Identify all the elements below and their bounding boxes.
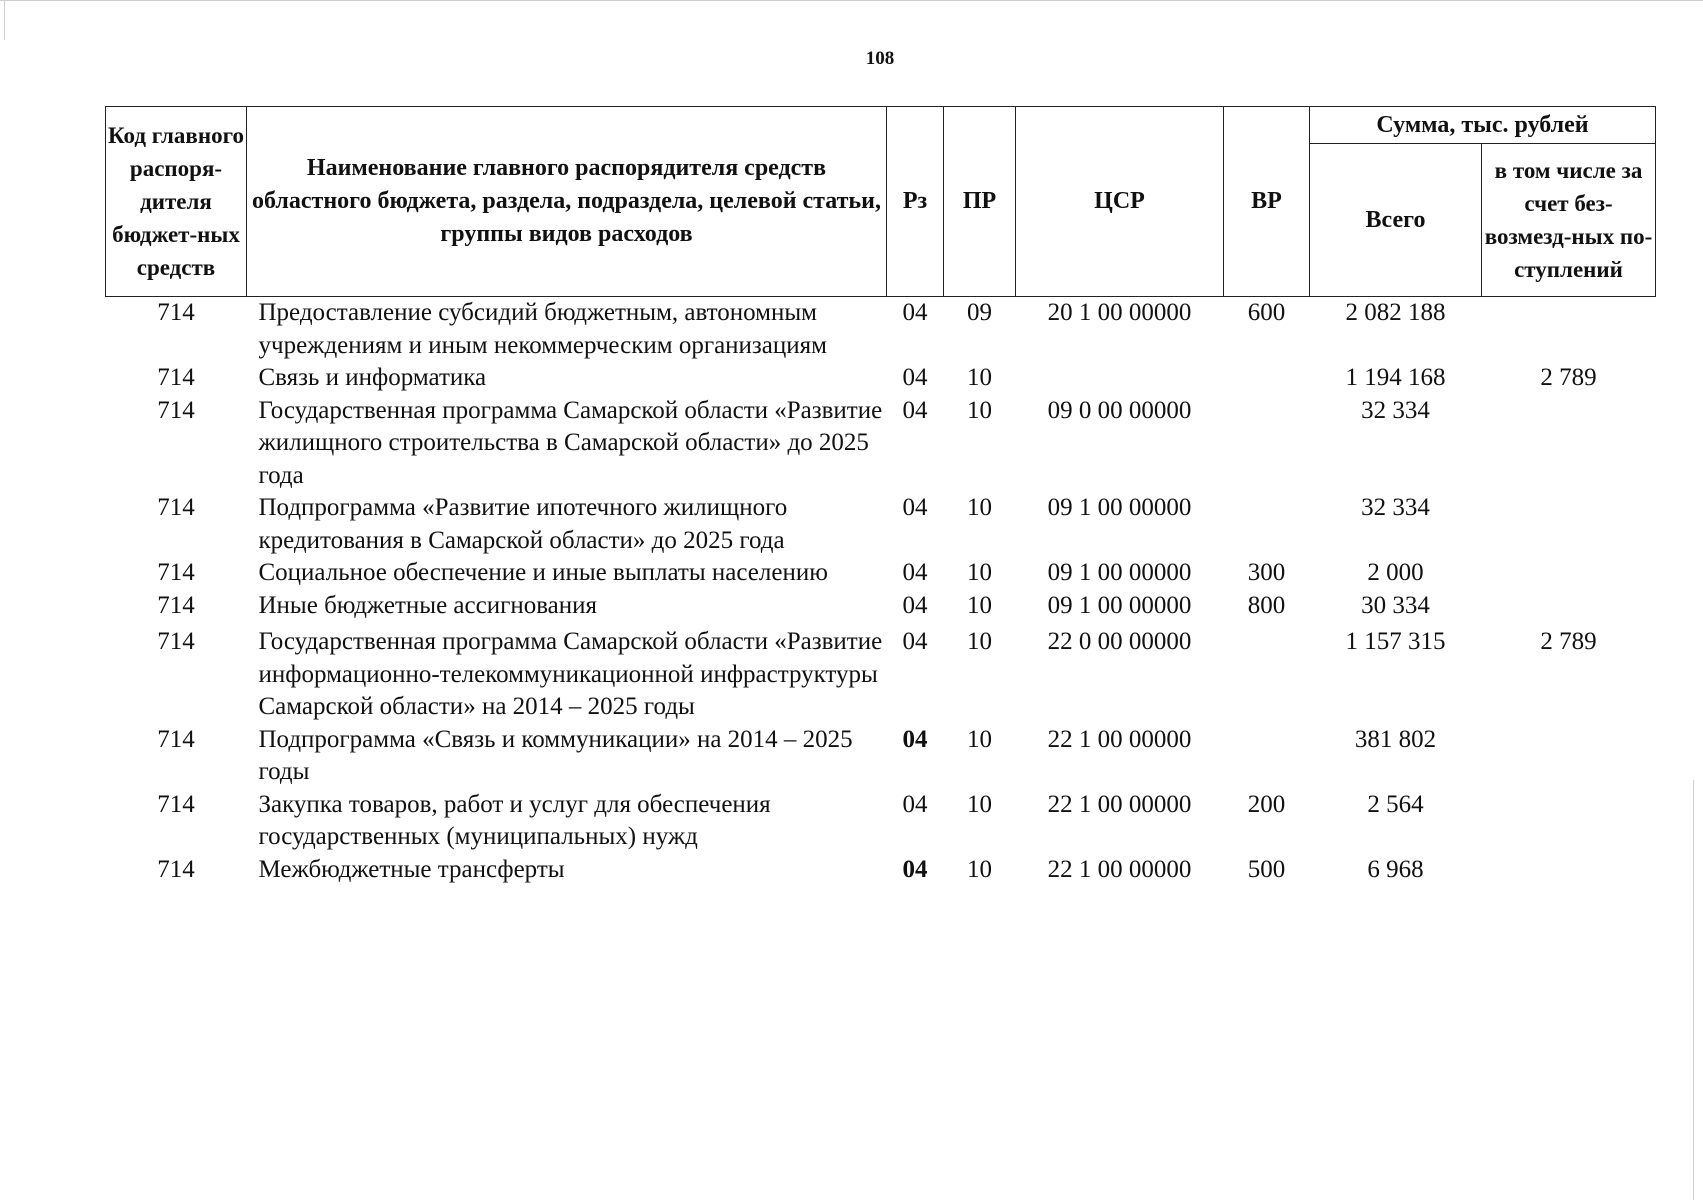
cell-name: Подпрограмма «Развитие ипотечного жилищного кредитования в Самарской области» до 2025 года	[258, 494, 788, 554]
cell-pr: 09	[967, 299, 992, 326]
cell-free	[1482, 590, 1656, 623]
cell-free	[1482, 854, 1656, 887]
header-csr: ЦСР	[1016, 107, 1224, 297]
scan-top-edge	[0, 0, 1703, 1]
cell-name: Подпрограмма «Связь и коммуникации» на 2014 – 2025 годы	[258, 725, 853, 785]
cell-csr: 22 1 00 00000	[1047, 790, 1192, 818]
cell-rz: 04	[902, 559, 928, 586]
table-row	[106, 492, 1656, 557]
table-row	[106, 622, 1656, 724]
cell-vr: 800	[1247, 591, 1286, 619]
cell-rz: 04	[902, 364, 928, 391]
cell-vr: 500	[1247, 855, 1286, 883]
cell-vr	[1224, 395, 1310, 493]
cell-free: 2 789	[1540, 364, 1597, 391]
cell-rz: 04	[902, 628, 928, 655]
cell-name: Государственная программа Самарской области «Развитие жилищного строительства в Самарской области» до 2025 года	[258, 396, 883, 489]
cell-name: Социальное обеспечение и иные выплаты населению	[258, 559, 828, 586]
cell-code: 714	[157, 725, 195, 753]
cell-name: Закупка товаров, работ и услуг для обеспечения государственных (муниципальных) нужд	[258, 790, 771, 850]
table-body	[106, 297, 1656, 887]
cell-code: 714	[157, 628, 195, 655]
cell-csr: 22 0 00 00000	[1047, 628, 1192, 655]
cell-pr: 10	[967, 364, 992, 391]
cell-pr: 10	[967, 855, 992, 883]
cell-vr	[1224, 492, 1310, 557]
cell-total: 32 334	[1361, 396, 1430, 424]
cell-pr: 10	[967, 494, 992, 521]
cell-vr	[1224, 622, 1310, 724]
cell-pr: 10	[967, 790, 992, 818]
cell-pr: 10	[967, 725, 992, 753]
cell-code: 714	[157, 591, 195, 619]
cell-name: Иные бюджетные ассигнования	[258, 591, 598, 619]
cell-csr: 09 0 00 00000	[1047, 396, 1192, 424]
table-row	[106, 362, 1656, 395]
cell-total: 1 194 168	[1345, 364, 1446, 391]
header-vr: ВР	[1224, 107, 1310, 297]
cell-csr: 09 1 00 00000	[1047, 559, 1192, 586]
cell-free	[1482, 557, 1656, 590]
cell-code: 714	[157, 559, 195, 586]
header-free: в том числе за счет без-возмезд-ных по-ступлений	[1482, 144, 1656, 297]
cell-free	[1482, 297, 1656, 363]
cell-code: 714	[157, 364, 195, 391]
scan-right-edge	[1693, 780, 1694, 1200]
cell-code: 714	[157, 396, 195, 424]
cell-vr: 600	[1247, 299, 1286, 326]
cell-vr: 300	[1247, 559, 1286, 586]
cell-rz: 04	[902, 855, 928, 883]
cell-total: 2 000	[1367, 559, 1424, 586]
header-total: Всего	[1310, 144, 1482, 297]
header-code: Код главного распоря-дителя бюджет-ных средств	[106, 107, 247, 297]
table-row	[106, 395, 1656, 493]
cell-pr: 10	[967, 628, 992, 655]
header-name: Наименование главного распорядителя средств областного бюджета, раздела, подраздела, целевой статьи, группы видов расходов	[247, 107, 887, 297]
cell-total: 2 564	[1367, 790, 1424, 818]
cell-free	[1482, 492, 1656, 557]
cell-code: 714	[157, 855, 195, 883]
cell-name: Межбюджетные трансферты	[258, 855, 565, 883]
table-row	[106, 724, 1656, 789]
table-row	[106, 854, 1656, 887]
table-row	[106, 590, 1656, 623]
table-row	[106, 557, 1656, 590]
cell-rz: 04	[902, 299, 928, 326]
budget-table	[105, 106, 1656, 886]
cell-vr	[1224, 362, 1310, 395]
header-rz: Рз	[887, 107, 944, 297]
cell-name: Связь и информатика	[258, 364, 487, 391]
cell-total: 30 334	[1361, 591, 1430, 619]
cell-vr	[1224, 724, 1310, 789]
table-row	[106, 297, 1656, 363]
scan-left-edge	[4, 0, 5, 40]
cell-vr: 200	[1247, 790, 1286, 818]
cell-rz: 04	[902, 725, 928, 753]
cell-free	[1482, 395, 1656, 493]
cell-total: 32 334	[1361, 494, 1430, 521]
cell-code: 714	[157, 790, 195, 818]
cell-total: 6 968	[1367, 855, 1424, 883]
header-sum: Сумма, тыс. рублей	[1310, 107, 1656, 144]
cell-rz: 04	[902, 591, 928, 619]
cell-csr: 09 1 00 00000	[1047, 494, 1192, 521]
cell-rz: 04	[902, 790, 928, 818]
cell-name: Предоставление субсидий бюджетным, автономным учреждениям и иным некоммерческим организациям	[258, 299, 827, 359]
cell-rz: 04	[902, 494, 928, 521]
cell-code: 714	[157, 494, 195, 521]
cell-rz: 04	[902, 396, 928, 424]
cell-pr: 10	[967, 591, 992, 619]
cell-code: 714	[157, 299, 195, 326]
header-pr: ПР	[944, 107, 1016, 297]
cell-free	[1482, 789, 1656, 854]
table-row	[106, 789, 1656, 854]
cell-csr	[1016, 362, 1224, 395]
table-header	[106, 107, 1656, 297]
page-number: 108	[865, 48, 895, 69]
cell-csr: 09 1 00 00000	[1047, 591, 1192, 619]
cell-csr: 22 1 00 00000	[1047, 855, 1192, 883]
cell-total: 2 082 188	[1345, 299, 1446, 326]
cell-pr: 10	[967, 559, 992, 586]
cell-pr: 10	[967, 396, 992, 424]
cell-free	[1482, 724, 1656, 789]
cell-csr: 20 1 00 00000	[1047, 299, 1192, 326]
cell-free: 2 789	[1540, 628, 1597, 655]
cell-name: Государственная программа Самарской области «Развитие информационно-телекоммуникационной инфраструктуры Самарской области» на 2014 – 2025 годы	[258, 628, 883, 720]
cell-total: 1 157 315	[1345, 628, 1446, 655]
cell-csr: 22 1 00 00000	[1047, 725, 1192, 753]
cell-total: 381 802	[1354, 725, 1437, 753]
